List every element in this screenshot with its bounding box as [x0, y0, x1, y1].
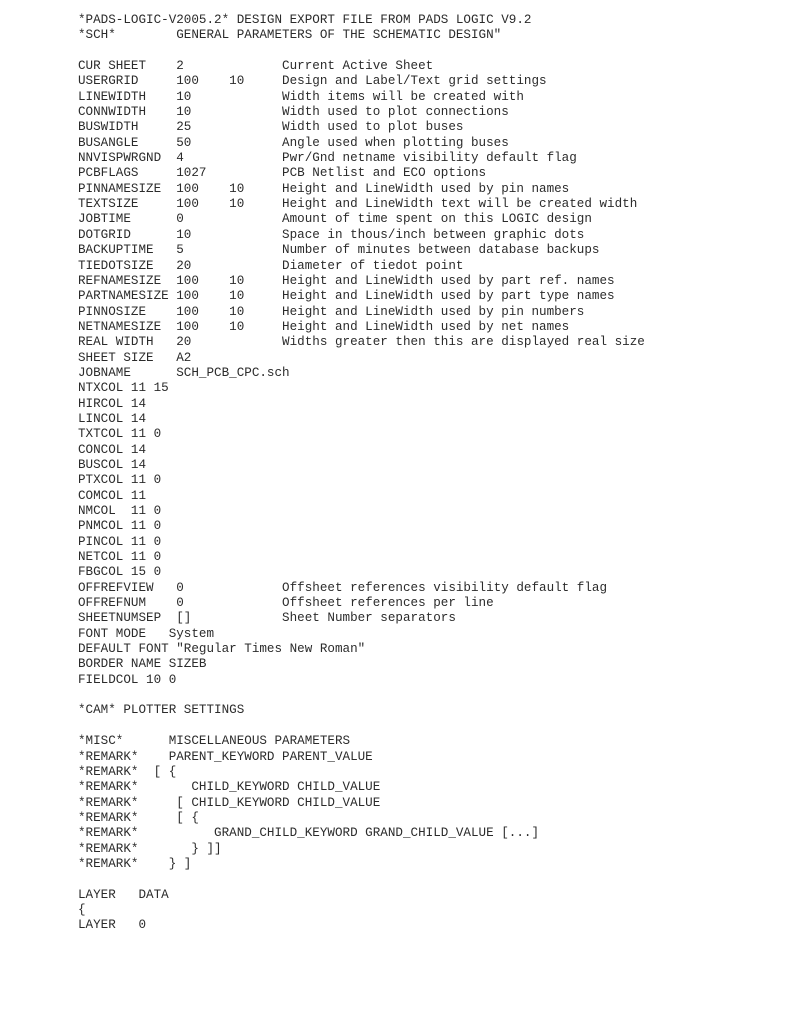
text-line: FBGCOL 15 0: [78, 565, 162, 580]
text-line: LAYER DATA: [78, 887, 169, 902]
text-line: FIELDCOL 10 0: [78, 672, 177, 687]
text-line: BUSCOL 14: [78, 457, 147, 472]
text-line: NETNAMESIZE 100 10 Height and LineWidth used by net names: [78, 319, 570, 334]
text-line: REFNAMESIZE 100 10 Height and LineWidth used by part ref. names: [78, 273, 615, 288]
text-line: PINNAMESIZE 100 10 Height and LineWidth used by pin names: [78, 181, 570, 196]
text-line: HIRCOL 14: [78, 396, 147, 411]
text-line: BORDER NAME SIZEB: [78, 657, 207, 672]
text-line: *REMARK* [ {: [78, 810, 199, 825]
text-line: *REMARK* CHILD_KEYWORD CHILD_VALUE: [78, 780, 381, 795]
text-line: DEFAULT FONT "Regular Times New Roman": [78, 642, 366, 657]
text-line: TIEDOTSIZE 20 Diameter of tiedot point: [78, 258, 464, 273]
text-line: SHEET SIZE A2: [78, 350, 192, 365]
text-line: DOTGRID 10 Space in thous/inch between graphic dots: [78, 227, 585, 242]
text-line: PARTNAMESIZE 100 10 Height and LineWidth used by part type names: [78, 289, 615, 304]
text-line: NMCOL 11 0: [78, 504, 162, 518]
text-line: [78, 719, 778, 734]
text-line: JOBNAME SCH_PCB_CPC.sch: [78, 365, 290, 380]
text-line: BACKUPTIME 5 Number of minutes between database backups: [78, 243, 600, 258]
text-line: USERGRID 100 10 Design and Label/Text grid settings: [78, 74, 547, 89]
text-line: JOBTIME 0 Amount of time spent on this LOGIC design: [78, 212, 592, 227]
text-line: FONT MODE System: [78, 626, 215, 641]
text-line: *CAM* PLOTTER SETTINGS: [78, 703, 245, 718]
text-line: *REMARK* PARENT_KEYWORD PARENT_VALUE: [78, 749, 373, 764]
text-line: *REMARK* } ]]: [78, 841, 222, 856]
text-line: REAL WIDTH 20 Widths greater then this are displayed real size: [78, 335, 645, 350]
text-line: NETCOL 11 0: [78, 550, 162, 565]
text-line: {: [78, 902, 86, 917]
text-line: BUSWIDTH 25 Width used to plot buses: [78, 120, 464, 135]
document-text: [78, 13, 778, 934]
text-line: OFFREFNUM 0 Offsheet references per line: [78, 596, 494, 611]
text-line: CUR SHEET 2 Current Active Sheet: [78, 59, 434, 74]
text-line: [78, 688, 778, 703]
text-line: *REMARK* [ {: [78, 764, 177, 779]
text-line: LAYER 0: [78, 918, 147, 933]
text-line: [78, 44, 778, 59]
text-line: OFFREFVIEW 0 Offsheet references visibility default flag: [78, 580, 608, 595]
text-line: TEXTSIZE 100 10 Height and LineWidth text will be created width: [78, 197, 638, 212]
text-line: *PADS-LOGIC-V2005.2* DESIGN EXPORT FILE FROM PADS LOGIC V9.2: [78, 13, 532, 27]
text-line: BUSANGLE 50 Angle used when plotting buses: [78, 135, 509, 150]
text-line: TXTCOL 11 0: [78, 427, 162, 442]
text-line: *MISC* MISCELLANEOUS PARAMETERS: [78, 734, 351, 749]
text-line: PTXCOL 11 0: [78, 473, 162, 488]
text-line: PCBFLAGS 1027 PCB Netlist and ECO options: [78, 166, 487, 181]
text-line: LINEWIDTH 10 Width items will be created with: [78, 89, 524, 104]
text-line: CONNWIDTH 10 Width used to plot connections: [78, 105, 509, 120]
text-line: COMCOL 11: [78, 488, 147, 503]
text-line: PINCOL 11 0: [78, 534, 162, 549]
text-line: *REMARK* } ]: [78, 856, 192, 871]
text-line: SHEETNUMSEP [] Sheet Number separators: [78, 611, 456, 626]
text-line: *SCH* GENERAL PARAMETERS OF THE SCHEMATIC DESIGN": [78, 28, 502, 43]
text-line: PNMCOL 11 0: [78, 519, 162, 534]
text-line: LINCOL 14: [78, 411, 147, 426]
text-line: *REMARK* [ CHILD_KEYWORD CHILD_VALUE: [78, 795, 381, 810]
text-line: CONCOL 14: [78, 442, 147, 457]
text-line: NNVISPWRGND 4 Pwr/Gnd netname visibility default flag: [78, 151, 577, 166]
text-line: *REMARK* GRAND_CHILD_KEYWORD GRAND_CHILD_VALUE [...]: [78, 826, 540, 841]
text-line: PINNOSIZE 100 10 Height and LineWidth used by pin numbers: [78, 304, 585, 319]
text-line: [78, 872, 778, 887]
text-line: NTXCOL 11 15: [78, 381, 169, 396]
